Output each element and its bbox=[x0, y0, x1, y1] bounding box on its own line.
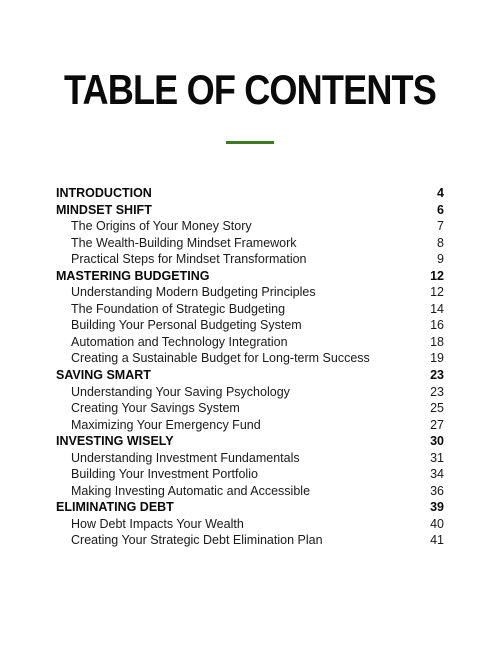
toc-entry-label: Creating Your Strategic Debt Elimination Plan bbox=[71, 533, 323, 548]
toc-entry-label: INTRODUCTION bbox=[56, 186, 152, 200]
toc-page-number: 39 bbox=[430, 500, 444, 515]
toc-entry-label: How Debt Impacts Your Wealth bbox=[71, 516, 244, 531]
toc-page-number: 40 bbox=[430, 516, 444, 531]
toc-subsection-entry[interactable] bbox=[56, 317, 444, 334]
toc-section-entry[interactable] bbox=[56, 268, 444, 285]
toc-entry-label: Creating Your Savings System bbox=[71, 401, 240, 416]
toc-subsection-entry[interactable] bbox=[56, 350, 444, 367]
toc-page-number: 19 bbox=[430, 351, 444, 366]
table-of-contents bbox=[56, 185, 444, 549]
toc-entry-label: The Foundation of Strategic Budgeting bbox=[71, 301, 286, 316]
toc-entry-label: INVESTING WISELY bbox=[56, 434, 174, 449]
toc-section-entry[interactable] bbox=[56, 185, 444, 202]
toc-entry-label: ELIMINATING DEBT bbox=[56, 500, 174, 515]
toc-entry-label: SAVING SMART bbox=[56, 368, 151, 383]
toc-page-number: 8 bbox=[437, 235, 444, 250]
toc-entry-label: The Origins of Your Money Story bbox=[71, 219, 252, 234]
toc-section-entry[interactable] bbox=[56, 499, 444, 516]
toc-entry-label: MASTERING BUDGETING bbox=[56, 268, 210, 283]
toc-page-number: 9 bbox=[437, 252, 444, 267]
toc-entry-label: Making Investing Automatic and Accessible bbox=[71, 483, 311, 498]
toc-page-number: 23 bbox=[430, 384, 444, 399]
toc-subsection-entry[interactable] bbox=[56, 334, 444, 351]
toc-section-entry[interactable] bbox=[56, 202, 444, 219]
toc-entry-label: Maximizing Your Emergency Fund bbox=[71, 417, 261, 432]
toc-page-number: 4 bbox=[437, 186, 444, 200]
toc-entry-label: Automation and Technology Integration bbox=[71, 334, 288, 349]
toc-entry-label: Understanding Your Saving Psychology bbox=[71, 384, 290, 399]
toc-subsection-entry[interactable] bbox=[56, 218, 444, 235]
toc-page-number: 27 bbox=[430, 417, 444, 432]
toc-subsection-entry[interactable] bbox=[56, 450, 444, 467]
toc-page-number: 25 bbox=[430, 401, 444, 416]
toc-page-number: 14 bbox=[430, 301, 444, 316]
toc-subsection-entry[interactable] bbox=[56, 235, 444, 252]
toc-section-entry[interactable] bbox=[56, 367, 444, 384]
toc-page-number: 7 bbox=[437, 219, 444, 234]
toc-entry-label: The Wealth-Building Mindset Framework bbox=[71, 235, 297, 250]
toc-subsection-entry[interactable] bbox=[56, 466, 444, 483]
toc-subsection-entry[interactable] bbox=[56, 400, 444, 417]
toc-entry-label: MINDSET SHIFT bbox=[56, 202, 152, 217]
toc-page-number: 16 bbox=[430, 318, 444, 333]
toc-subsection-entry[interactable] bbox=[56, 384, 444, 401]
toc-page-number: 30 bbox=[430, 434, 444, 449]
toc-page-number: 12 bbox=[430, 268, 444, 283]
toc-entry-label: Building Your Investment Portfolio bbox=[71, 467, 258, 482]
toc-subsection-entry[interactable] bbox=[56, 251, 444, 268]
toc-entry-label: Practical Steps for Mindset Transformation bbox=[71, 252, 307, 267]
toc-subsection-entry[interactable] bbox=[56, 532, 444, 549]
toc-entry-label: Building Your Personal Budgeting System bbox=[71, 318, 302, 333]
toc-subsection-entry[interactable] bbox=[56, 417, 444, 434]
toc-section-entry[interactable] bbox=[56, 433, 444, 450]
toc-page-number: 6 bbox=[437, 202, 444, 217]
page-title: TABLE OF CONTENTS bbox=[64, 66, 436, 113]
toc-page-number: 12 bbox=[430, 285, 444, 300]
title-underline bbox=[226, 141, 274, 144]
toc-page-number: 36 bbox=[430, 483, 444, 498]
toc-page-number: 18 bbox=[430, 334, 444, 349]
toc-page-number: 31 bbox=[430, 450, 444, 465]
toc-subsection-entry[interactable] bbox=[56, 301, 444, 318]
toc-subsection-entry[interactable] bbox=[56, 284, 444, 301]
toc-subsection-entry[interactable] bbox=[56, 516, 444, 533]
toc-page-number: 34 bbox=[430, 467, 444, 482]
toc-subsection-entry[interactable] bbox=[56, 483, 444, 500]
toc-entry-label: Understanding Modern Budgeting Principles bbox=[71, 285, 316, 300]
toc-entry-label: Creating a Sustainable Budget for Long-term Success bbox=[71, 351, 370, 366]
toc-page-number: 23 bbox=[430, 368, 444, 383]
toc-page-number: 41 bbox=[430, 533, 444, 548]
toc-entry-label: Understanding Investment Fundamentals bbox=[71, 450, 300, 465]
